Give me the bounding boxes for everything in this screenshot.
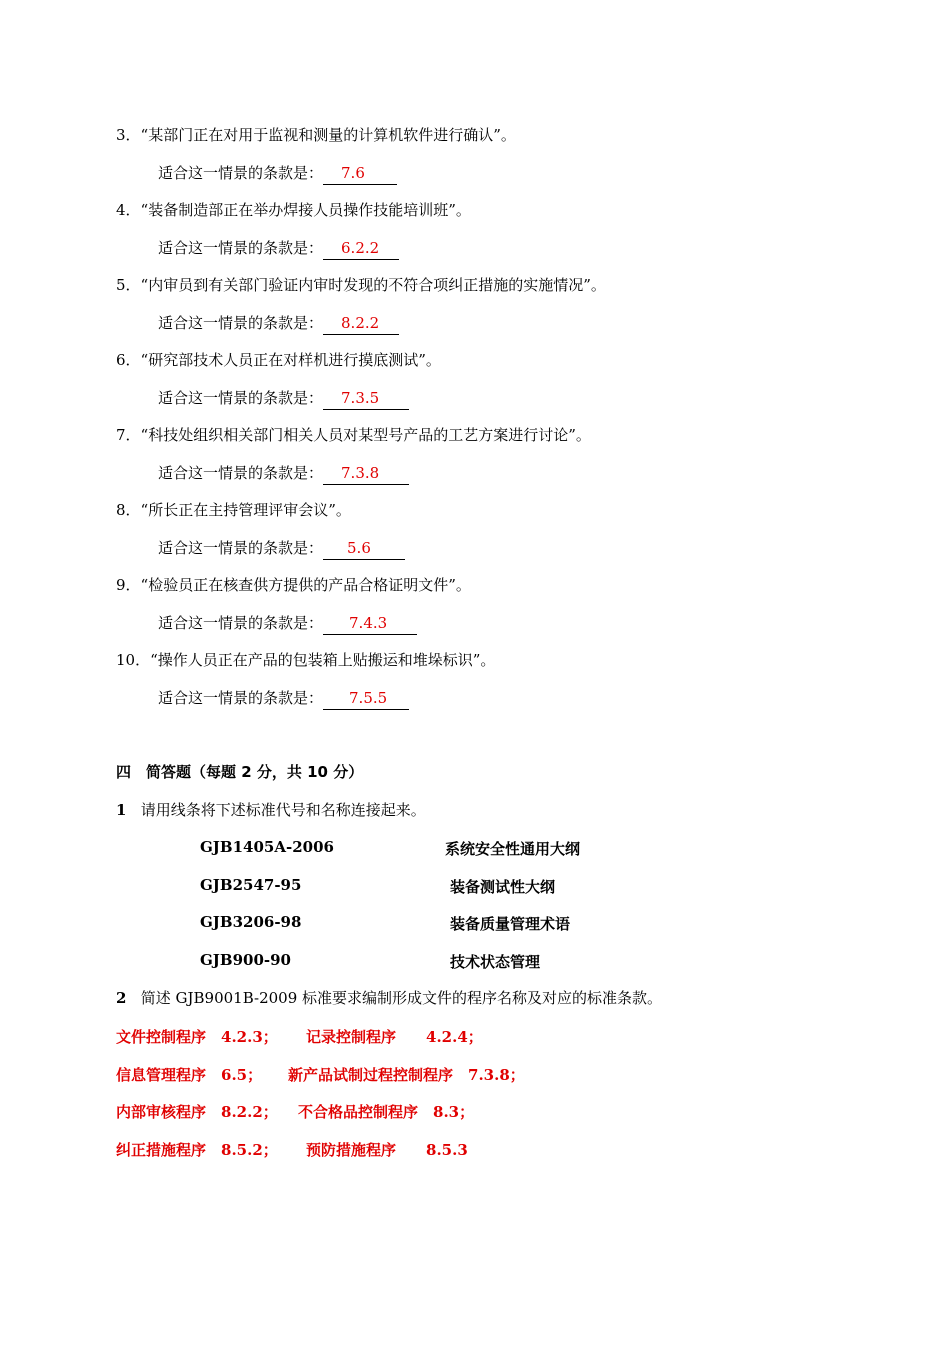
answer-item: 不合格品控制程序 8.3； (298, 1103, 475, 1121)
question-10: 10．“操作人员正在产品的包装箱上贴搬运和堆垛标识”。 (116, 651, 496, 669)
answer-row (116, 1064, 525, 1085)
standard-code: GJB1405A-2006 (200, 838, 334, 856)
answer-line-5 (158, 313, 399, 333)
answer-value: 8.2.2 (341, 314, 380, 332)
answer-value: 6.2.2 (341, 239, 380, 257)
answer-item: 预防措施程序 8.5.3 (306, 1141, 468, 1159)
standard-name: 装备质量管理术语 (450, 915, 571, 933)
question-text: 请用线条将下述标准代号和名称连接起来。 (140, 801, 426, 819)
answer-item: 文件控制程序 4.2.3； (116, 1028, 278, 1046)
answer-label: 适合这一情景的条款是： (158, 239, 324, 257)
answer-label: 适合这一情景的条款是： (158, 389, 324, 407)
answer-value: 7.6 (341, 164, 365, 182)
answer-value: 7.5.5 (349, 689, 388, 707)
answer-line-9 (158, 613, 417, 633)
question-text: 简述 GJB9001B-2009 标准要求编制形成文件的程序名称及对应的标准条款。 (140, 989, 663, 1007)
short-question-1 (116, 800, 426, 820)
question-3: 3．“某部门正在对用于监视和测量的计算机软件进行确认”。 (116, 126, 516, 144)
standard-name: 系统安全性通用大纲 (445, 840, 581, 858)
answer-line-10 (158, 688, 409, 708)
answer-label: 适合这一情景的条款是： (158, 539, 324, 557)
answer-value: 5.6 (347, 539, 371, 557)
answer-item: 信息管理程序 6.5； (116, 1066, 263, 1084)
answer-line-6 (158, 388, 409, 408)
answer-blank (323, 391, 409, 410)
answer-label: 适合这一情景的条款是： (158, 689, 324, 707)
answer-value: 7.3.5 (341, 389, 380, 407)
standard-name: 技术状态管理 (450, 953, 541, 971)
question-4: 4．“装备制造部正在举办焊接人员操作技能培训班”。 (116, 201, 471, 219)
standard-code: GJB900-90 (200, 951, 291, 969)
question-7: 7．“科技处组织相关部门相关人员对某型号产品的工艺方案进行讨论”。 (116, 426, 591, 444)
standard-code: GJB3206-98 (200, 913, 302, 931)
answer-line-4 (158, 238, 399, 258)
answer-blank (323, 691, 409, 710)
answer-label: 适合这一情景的条款是： (158, 164, 324, 182)
answer-label: 适合这一情景的条款是： (158, 614, 324, 632)
answer-row (116, 1026, 483, 1047)
answer-row (116, 1139, 468, 1160)
answer-blank (323, 166, 397, 185)
answer-blank (323, 466, 409, 485)
answer-label: 适合这一情景的条款是： (158, 464, 324, 482)
answer-value: 7.4.3 (349, 614, 388, 632)
answer-item: 纠正措施程序 8.5.2； (116, 1141, 278, 1159)
short-question-2 (116, 988, 662, 1008)
answer-blank (323, 316, 399, 335)
answer-blank (323, 616, 417, 635)
question-number: 1 (116, 801, 127, 819)
standard-code: GJB2547-95 (200, 876, 302, 894)
answer-label: 适合这一情景的条款是： (158, 314, 324, 332)
answer-item: 新产品试制过程控制程序 7.3.8； (288, 1066, 525, 1084)
answer-item: 记录控制程序 4.2.4； (306, 1028, 483, 1046)
standard-name: 装备测试性大纲 (450, 878, 556, 896)
answer-line-8 (158, 538, 405, 558)
answer-line-7 (158, 463, 409, 483)
answer-blank (323, 541, 405, 560)
section-heading: 四 简答题（每题 2 分，共 10 分） (116, 763, 364, 781)
answer-item: 内部审核程序 8.2.2； (116, 1103, 278, 1121)
question-9: 9．“检验员正在核查供方提供的产品合格证明文件”。 (116, 576, 471, 594)
answer-value: 7.3.8 (341, 464, 380, 482)
answer-line-3 (158, 163, 397, 183)
question-8: 8．“所长正在主持管理评审会议”。 (116, 501, 351, 519)
answer-row (116, 1101, 474, 1122)
answer-blank (323, 241, 399, 260)
question-6: 6．“研究部技术人员正在对样机进行摸底测试”。 (116, 351, 441, 369)
question-5: 5．“内审员到有关部门验证内审时发现的不符合项纠正措施的实施情况”。 (116, 276, 606, 294)
question-number: 2 (116, 989, 127, 1007)
